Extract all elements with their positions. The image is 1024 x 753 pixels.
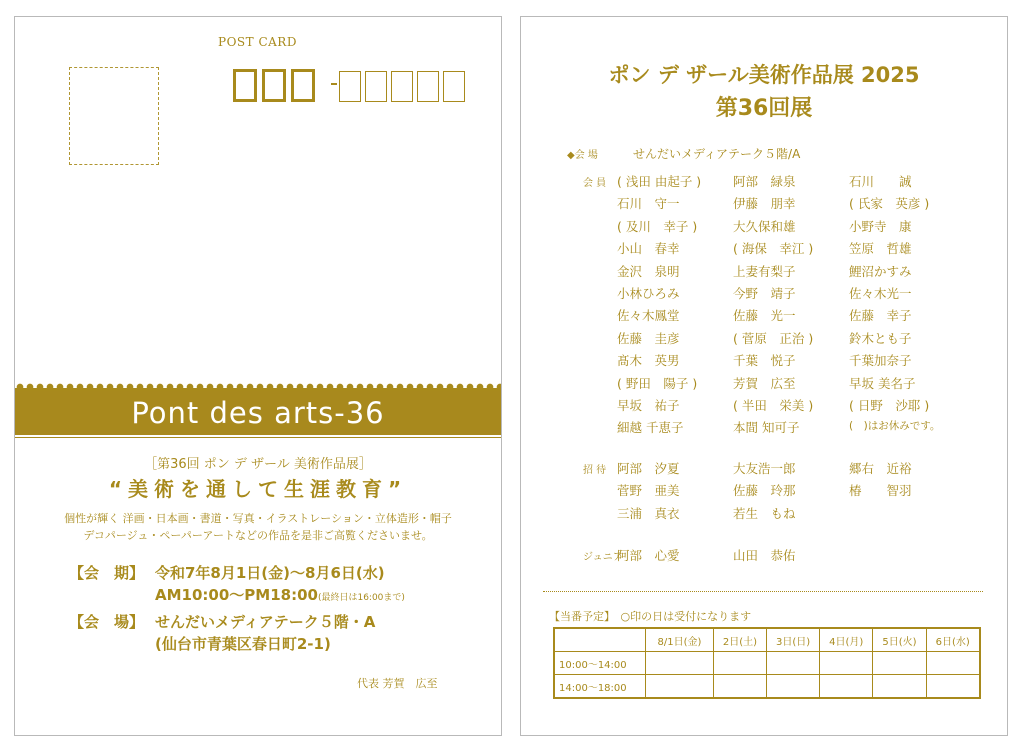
member-name: ( 半田 栄美 ) — [733, 397, 814, 413]
schedule-slot-cell — [767, 652, 820, 675]
hours-note: (最終日は16:00まで) — [317, 593, 405, 603]
representative: 代表 芳賀 広至 — [357, 677, 438, 690]
member-name: 鯉沼かすみ — [849, 263, 912, 279]
member-name: 佐藤 光一 — [733, 308, 796, 324]
member-name: 細越 千恵子 — [617, 420, 684, 436]
period-label: 【会 期】 — [69, 564, 145, 582]
member-name: ( 氏家 英彦 ) — [849, 196, 930, 212]
member-name: ( 浅田 由起子 ) — [617, 174, 702, 189]
venue-row — [69, 611, 375, 632]
period-value: 令和7年8月1日(金)～8月6日(水) — [155, 564, 385, 582]
members-label: 会 員 — [583, 178, 607, 189]
postal-digit-box — [262, 69, 286, 102]
description-line1: 個性が輝く 洋画・日本画・書道・写真・イラストレーション・立体造形・帽子 — [64, 512, 452, 525]
member-name: 小山 春幸 — [617, 241, 680, 257]
exhibition-subtitle: ［第36回 ポン デ ザール 美術作品展］ — [144, 457, 372, 472]
schedule-header-cell: 5日(火) — [873, 628, 926, 652]
lace-border — [15, 379, 501, 391]
venue-value: せんだいメディアテーク５階/A — [633, 147, 801, 161]
invited-label: 招 待 — [583, 465, 607, 476]
schedule-slot-cell — [926, 652, 980, 675]
schedule-slot-cell — [926, 675, 980, 699]
slogan: “美術を通して生涯教育” — [108, 477, 408, 501]
schedule-slot-cell — [646, 675, 714, 699]
member-name: 芳賀 広至 — [733, 375, 796, 391]
stamp-box — [69, 67, 159, 165]
postal-digit-box — [417, 71, 439, 102]
exhibition-title: ポン デ ザール美術作品展 2025 — [608, 63, 920, 87]
member-name: ( 海保 幸江 ) — [733, 241, 814, 257]
invited-name: 郷右 近裕 — [849, 461, 912, 476]
venue-row — [567, 145, 800, 162]
dotted-divider — [543, 591, 983, 592]
junior-name: 山田 恭佑 — [733, 548, 796, 563]
schedule-slot-cell — [873, 652, 926, 675]
member-name: 鈴木とも子 — [849, 330, 912, 346]
period-row — [69, 562, 385, 583]
member-name: 石川 誠 — [849, 174, 912, 189]
schedule-header-cell: 8/1日(金) — [646, 628, 714, 652]
postal-digit-box — [233, 69, 257, 102]
junior-list — [617, 546, 975, 568]
schedule-header-cell: 2日(土) — [713, 628, 766, 652]
invited-name: 椿 智羽 — [849, 483, 912, 499]
schedule-slot-cell — [767, 675, 820, 699]
member-name: 髙木 英男 — [617, 353, 680, 369]
member-name: 佐々木光一 — [849, 285, 912, 301]
member-name: 早坂 祐子 — [617, 397, 680, 413]
member-name: 阿部 緑泉 — [733, 174, 796, 189]
schedule-row — [554, 652, 980, 675]
postal-digit-box — [365, 71, 387, 102]
schedule-header-cell: 4日(月) — [820, 628, 873, 652]
schedule-header-cell: 3日(日) — [767, 628, 820, 652]
hours-row — [155, 584, 405, 605]
invited-name: 阿部 汐夏 — [617, 461, 680, 476]
invited-name: 大友浩一郎 — [733, 461, 796, 476]
member-name: 佐藤 幸子 — [849, 308, 912, 324]
postal-dash — [331, 83, 337, 85]
schedule-slot-cell — [646, 652, 714, 675]
member-name: 金沢 泉明 — [617, 263, 680, 279]
postcard-front — [14, 16, 502, 736]
venue-address: (仙台市青葉区春日町2-1) — [155, 635, 331, 653]
invited-name — [849, 504, 975, 526]
member-name: 早坂 美名子 — [849, 375, 916, 391]
junior-label: ジュニア — [583, 552, 623, 563]
schedule-row — [554, 675, 980, 699]
member-name: 上妻有梨子 — [733, 263, 796, 279]
invited-name: 佐藤 玲那 — [733, 483, 796, 499]
member-name: ( 菅原 正治 ) — [733, 330, 814, 346]
hours-value: AM10:00～PM18:00 — [155, 586, 318, 604]
member-name: 今野 靖子 — [733, 285, 796, 301]
schedule-slot-cell — [713, 652, 766, 675]
member-name: ( 日野 沙耶 ) — [849, 397, 930, 413]
invited-name: 菅野 亜美 — [617, 483, 680, 499]
members-list — [617, 172, 975, 441]
member-name: 小林ひろみ — [617, 285, 680, 301]
member-name: 小野寺 康 — [849, 218, 912, 234]
schedule-header-cell — [554, 628, 646, 652]
member-name: 石川 守一 — [617, 196, 680, 212]
member-name: 笠原 哲雄 — [849, 241, 912, 257]
invited-list — [617, 459, 975, 526]
schedule-time-cell: 14:00～18:00 — [554, 675, 646, 699]
exhibition-edition: 第36回展 — [715, 96, 813, 121]
invited-name: 若生 もね — [733, 505, 796, 521]
member-name: 佐々木鳳堂 — [617, 308, 680, 324]
junior-name: 阿部 心愛 — [617, 548, 680, 563]
postal-digit-box — [391, 71, 413, 102]
postal-code-boxes-main — [233, 69, 320, 102]
member-name: 伊藤 朋幸 — [733, 196, 796, 212]
banner-title: Pont des arts-36 — [131, 396, 385, 430]
member-name: ( )はお休みです。 — [849, 420, 941, 433]
schedule-slot-cell — [873, 675, 926, 699]
postal-digit-box — [291, 69, 315, 102]
schedule-slot-cell — [820, 652, 873, 675]
duty-schedule-table — [553, 627, 981, 699]
postcard-back — [520, 16, 1008, 736]
venue-label: 【会 場】 — [69, 613, 145, 631]
postal-code-boxes-sub — [339, 69, 469, 102]
postcard-label: POST CARD — [218, 35, 297, 49]
member-name: 大久保和雄 — [733, 218, 796, 234]
postal-digit-box — [443, 71, 465, 102]
schedule-slot-cell — [713, 675, 766, 699]
schedule-caption: 【当番予定】 ○印の日は受付になります — [549, 610, 752, 623]
member-name: 本間 知可子 — [733, 420, 800, 436]
description-line2: デコパージュ・ペーパーアートなどの作品を是非ご高覧くださいませ。 — [83, 529, 433, 542]
venue-label: ◆会 場 — [567, 150, 598, 161]
schedule-header-row — [554, 628, 980, 652]
venue-value: せんだいメディアテーク５階・A — [155, 613, 376, 631]
member-name: 千葉 悦子 — [733, 353, 796, 369]
schedule-header-cell: 6日(水) — [926, 628, 980, 652]
member-name: 佐藤 圭彦 — [617, 330, 680, 346]
member-name: ( 野田 陽子 ) — [617, 375, 698, 391]
schedule-slot-cell — [820, 675, 873, 699]
member-name: 千葉加奈子 — [849, 353, 912, 369]
postal-digit-box — [339, 71, 361, 102]
invited-name: 三浦 真衣 — [617, 505, 680, 521]
member-name: ( 及川 幸子 ) — [617, 218, 698, 234]
schedule-time-cell: 10:00～14:00 — [554, 652, 646, 675]
band-underline — [15, 437, 501, 438]
